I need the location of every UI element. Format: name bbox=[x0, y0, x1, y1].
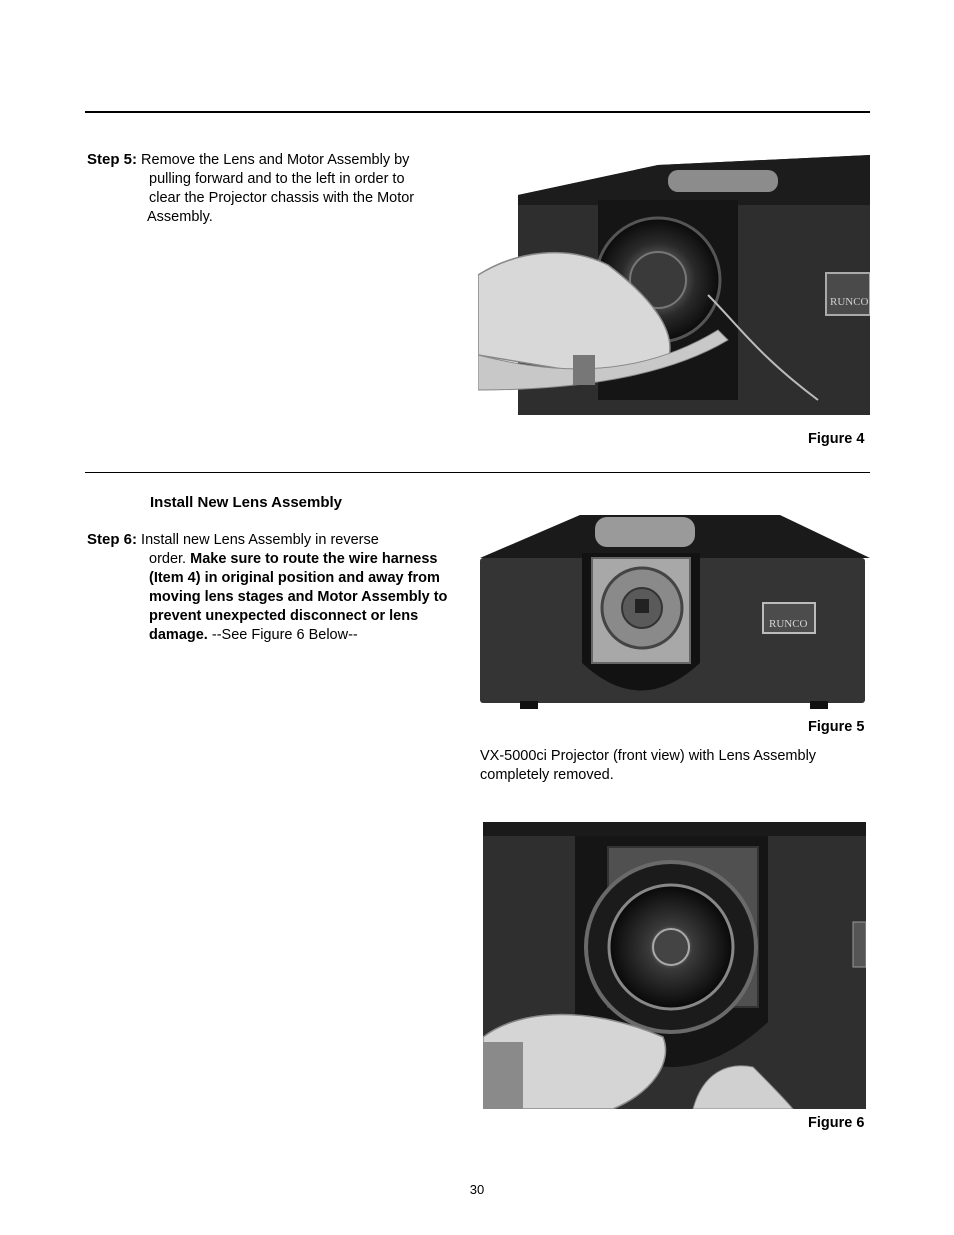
step-6-line2-bold: Make sure to route the wire harness bbox=[190, 551, 438, 567]
step-5-line1: Remove the Lens and Motor Assembly by bbox=[141, 152, 410, 168]
figure-5-description bbox=[480, 747, 860, 785]
projector-front-view-image bbox=[480, 513, 870, 711]
step-6-line5: prevent unexpected disconnect or lens bbox=[149, 608, 419, 624]
figure-4-caption: Figure 4 bbox=[808, 431, 865, 447]
lens-installation-image bbox=[483, 822, 866, 1109]
svg-text:RUNCO: RUNCO bbox=[769, 618, 808, 630]
section-heading: Install New Lens Assembly bbox=[150, 494, 343, 511]
step-6-line2-plain: order. bbox=[149, 551, 191, 567]
step-6-line6 bbox=[149, 626, 482, 645]
section-divider bbox=[85, 472, 870, 473]
step-6-line4: moving lens stages and Motor Assembly to bbox=[149, 589, 448, 605]
step-6-label: Step 6: bbox=[87, 531, 138, 548]
step-5-label: Step 5: bbox=[87, 151, 138, 168]
step-5-line3: clear the Projector chassis with the Motor bbox=[149, 190, 415, 206]
figure-5-caption: Figure 5 bbox=[808, 719, 865, 735]
figure-4-photo bbox=[478, 155, 870, 415]
step-6-line6-bold: damage. bbox=[149, 627, 208, 643]
step-6-line3: (Item 4) in original position and away from bbox=[149, 570, 440, 586]
step-6-line2 bbox=[149, 550, 482, 569]
step-6-line6-plain: --See Figure 6 Below-- bbox=[207, 627, 358, 643]
figure-5-photo bbox=[480, 513, 870, 711]
figure-5-description-line1: VX-5000ci Projector (front view) with Lens Assembly bbox=[480, 748, 817, 764]
svg-text:RUNCO: RUNCO bbox=[830, 296, 869, 308]
step-5 bbox=[87, 150, 467, 227]
step-5-line4: Assembly. bbox=[147, 209, 213, 225]
step-5-line2: pulling forward and to the left in order to bbox=[149, 171, 405, 187]
figure-6-caption: Figure 6 bbox=[808, 1115, 865, 1131]
figure-6-photo bbox=[483, 822, 866, 1109]
figure-5-description-line2: completely removed. bbox=[480, 767, 614, 783]
projector-lens-removal-image bbox=[478, 155, 870, 415]
step-6 bbox=[87, 530, 482, 645]
step-6-line1: Install new Lens Assembly in reverse bbox=[141, 532, 379, 548]
page-number: 30 bbox=[469, 1182, 485, 1197]
top-rule bbox=[85, 111, 870, 113]
